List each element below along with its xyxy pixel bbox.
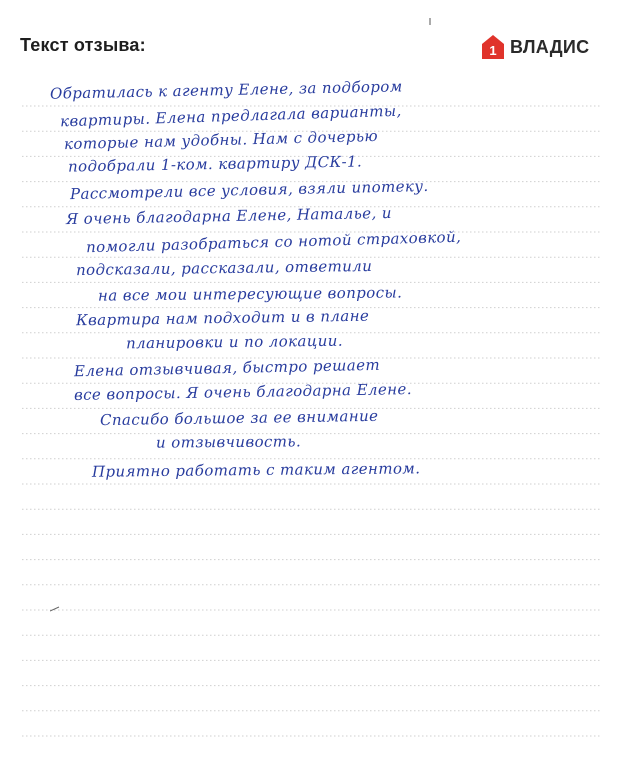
- review-line: квартиры. Елена предлагала варианты,: [59, 101, 402, 131]
- review-line: Квартира нам подходит и в плане: [75, 306, 370, 330]
- pen-mark: [428, 18, 432, 26]
- review-line: Я очень благодарна Елене, Наталье, и: [65, 203, 393, 229]
- review-line: Спасибо большое за ее внимание: [99, 406, 379, 430]
- review-line: подсказали, рассказали, ответили: [75, 256, 373, 280]
- review-line: все вопросы. Я очень благодарна Елене.: [73, 380, 413, 404]
- review-line: планировки и по локации.: [125, 331, 344, 353]
- review-line: подобрали 1-ком. квартиру ДСК-1.: [67, 152, 363, 176]
- review-line: помогли разобраться со нотой страховкой,: [85, 227, 462, 257]
- review-line: на все мои интересующие вопросы.: [97, 283, 403, 305]
- review-line: Рассмотрели все условия, взяли ипотеку.: [69, 176, 429, 204]
- review-line: и отзывчивость.: [155, 432, 302, 452]
- review-line: которые нам удобны. Нам с дочерью: [63, 126, 379, 154]
- logo-text: ВЛАДИС: [510, 36, 590, 57]
- logo-badge: 1: [489, 43, 497, 58]
- page-title: Текст отзыва:: [20, 35, 146, 55]
- review-line: Обратилась к агенту Елене, за подбором: [49, 77, 403, 103]
- review-line: Приятно работать с таким агентом.: [91, 459, 421, 481]
- pen-mark: [50, 606, 60, 612]
- review-line: Елена отзывчивая, быстро решает: [73, 355, 381, 381]
